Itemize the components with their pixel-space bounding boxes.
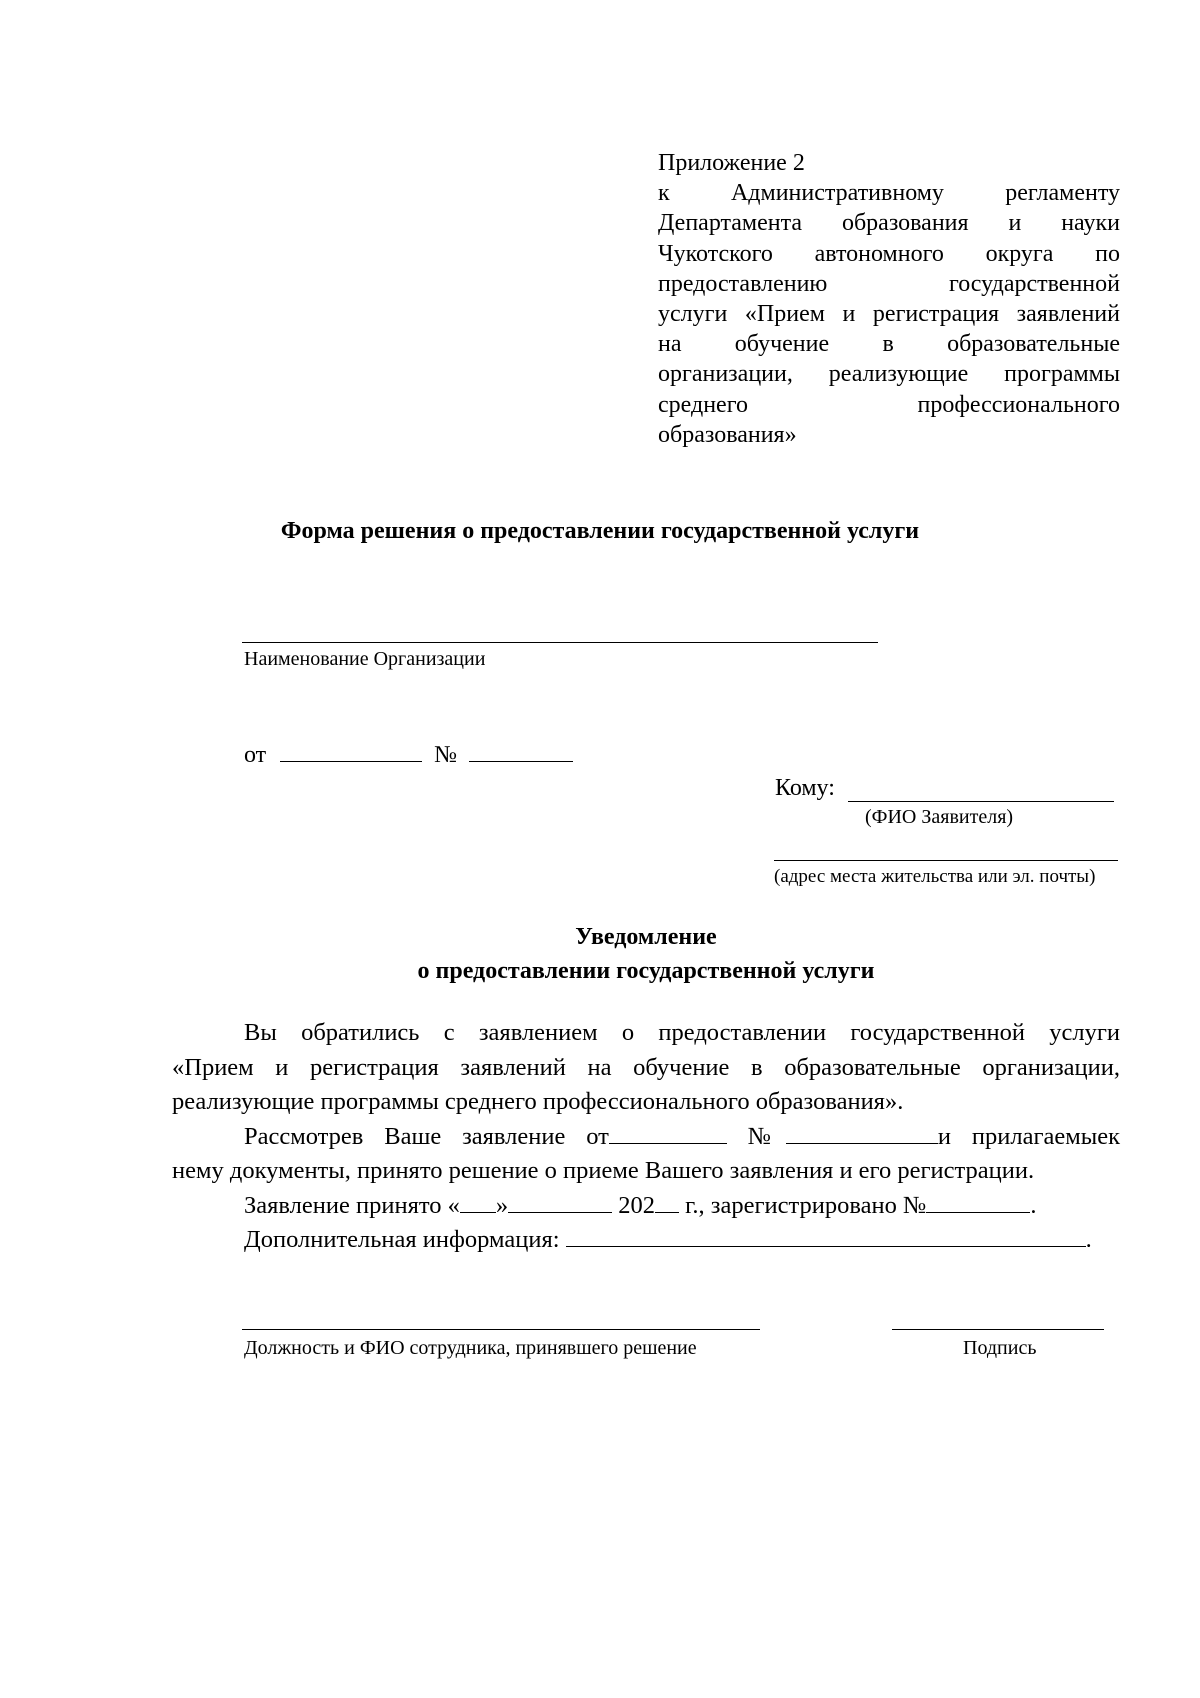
year-suffix-field[interactable] bbox=[655, 1211, 679, 1213]
review-text: Рассмотрев Ваше заявление от bbox=[244, 1122, 609, 1150]
notice-subtitle: о предоставлении государственной услуги bbox=[417, 958, 875, 984]
form-title: Форма решения о предоставлении государственной услуги bbox=[280, 518, 920, 544]
appendix-line: Департамента образования и науки bbox=[658, 210, 1120, 237]
date-field[interactable] bbox=[280, 760, 422, 762]
body-line: «Прием и регистрация заявлений на обучение в образовательные организации, bbox=[172, 1053, 1120, 1081]
position-caption: Должность и ФИО сотрудника, принявшего решение bbox=[244, 1337, 697, 1359]
number-sign: № bbox=[747, 1122, 786, 1150]
to-label: Кому: bbox=[775, 775, 835, 801]
notice-body bbox=[172, 1016, 1120, 1258]
date-number-row bbox=[244, 742, 573, 769]
body-line-accepted bbox=[172, 1189, 1120, 1224]
appendix-line: организации, реализующие программы bbox=[658, 361, 1120, 388]
recipient-name-caption: (ФИО Заявителя) bbox=[865, 806, 1014, 828]
period: . bbox=[1085, 1226, 1092, 1253]
period: . bbox=[1030, 1191, 1037, 1219]
body-line: Вы обратились с заявлением о предоставлении государственной услуги bbox=[244, 1019, 1120, 1046]
appendix-line: образования» bbox=[658, 421, 797, 448]
appendix-line: на обучение в образовательные bbox=[658, 331, 1120, 358]
body-line-additional bbox=[172, 1223, 1120, 1258]
organization-caption: Наименование Организации bbox=[244, 648, 486, 670]
signature-line[interactable] bbox=[892, 1329, 1104, 1330]
application-number-field[interactable] bbox=[786, 1142, 938, 1144]
additional-info-field[interactable] bbox=[566, 1245, 1086, 1247]
application-date-field[interactable] bbox=[609, 1142, 727, 1144]
body-line-decision bbox=[172, 1120, 1120, 1155]
accepted-day-field[interactable] bbox=[460, 1211, 496, 1213]
from-label: от bbox=[244, 742, 267, 768]
appendix-line: среднего профессионального bbox=[658, 391, 1120, 418]
accepted-text: Заявление принято « bbox=[244, 1191, 460, 1219]
appendix-line: к Административному регламенту bbox=[658, 180, 1120, 207]
recipient-name-field[interactable] bbox=[848, 801, 1114, 802]
position-line[interactable] bbox=[242, 1329, 760, 1330]
appendix-line: Чукотского автономного округа по bbox=[658, 240, 1120, 267]
attached-text: и прилагаемыек bbox=[937, 1122, 1121, 1150]
number-label: № bbox=[434, 742, 458, 768]
registration-number-field[interactable] bbox=[926, 1211, 1030, 1213]
additional-info-label: Дополнительная информация: bbox=[244, 1226, 560, 1253]
appendix-line: предоставлению государственной bbox=[658, 270, 1120, 297]
accepted-month-field[interactable] bbox=[508, 1211, 612, 1213]
appendix-line: услуги «Прием и регистрация заявлений bbox=[658, 300, 1120, 327]
quote-close: » bbox=[495, 1191, 509, 1219]
notice-title: Уведомление bbox=[575, 924, 717, 950]
recipient-address-field[interactable] bbox=[774, 860, 1118, 861]
appendix-block bbox=[658, 148, 1120, 450]
number-field[interactable] bbox=[469, 760, 573, 762]
body-line: нему документы, принято решение о приеме Вашего заявления и его регистрации. bbox=[172, 1157, 1035, 1184]
body-line: реализующие программы среднего профессионального образования». bbox=[172, 1088, 904, 1115]
recipient-address-caption: (адрес места жительства или эл. почты) bbox=[774, 866, 1096, 887]
year-prefix: 202 bbox=[618, 1191, 655, 1219]
registered-text: г., зарегистрировано № bbox=[685, 1191, 927, 1219]
appendix-line: Приложение 2 bbox=[658, 150, 805, 176]
signature-caption: Подпись bbox=[963, 1337, 1037, 1359]
organization-line bbox=[242, 642, 878, 643]
